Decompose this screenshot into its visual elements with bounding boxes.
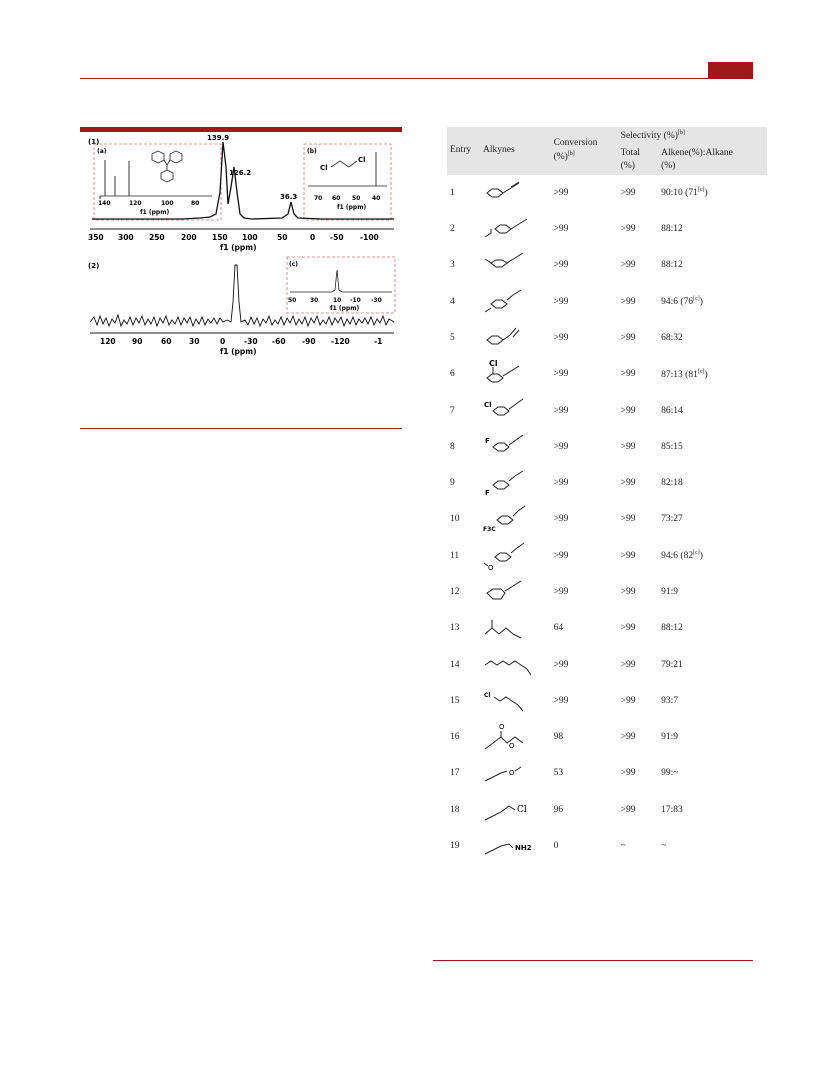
svg-text:Cl: Cl [484,691,491,699]
table-row: 6 Cl >99 >99 87:13 (81[c]) [447,356,767,392]
alkyne-structure [480,574,551,610]
header-total: Total (%) [618,145,658,175]
svg-text:300: 300 [118,233,134,242]
svg-text:-90: -90 [302,337,316,346]
table-row: 4 >99 >99 94:6 (76[c]) [447,283,767,319]
alkyne-table [447,127,767,864]
inset-c-tick: 30 [310,297,319,304]
alkyne-structure [480,828,551,864]
alkyne-structure [480,356,551,392]
svg-text:350: 350 [88,233,104,242]
alkyne-structure [480,538,551,574]
inset-c-tick: -30 [371,297,382,304]
table-row: 1 >99 >99 90:10 (71[c]) [447,175,767,211]
inset-b-tick: 60 [332,195,341,202]
inset-b-cl-right: Cl [358,156,366,164]
header-selectivity: Selectivity (%)[b] [618,127,767,145]
inset-a-axis-label: f1 (ppm) [140,209,170,216]
header-page-tab [708,62,753,78]
svg-text:-1: -1 [374,337,383,346]
spectrum-1-ticks [88,233,379,242]
table-row: 2 >99 >99 88:12 [447,211,767,247]
svg-text:O: O [509,769,515,778]
table-footer-rule [433,960,753,961]
svg-text:150: 150 [212,233,228,242]
inset-b-label: (b) [307,148,317,155]
svg-text:-120: -120 [331,337,350,346]
inset-c-tick: -10 [350,297,361,304]
figure-bottom-rule [80,428,402,429]
header-rule [80,78,753,79]
svg-text:Cl: Cl [517,804,527,815]
table-row: 12 >99 >99 91:9 [447,574,767,610]
alkyne-structure [480,719,551,755]
inset-a-tick: 140 [98,200,111,207]
inset-c-tick: 10 [333,297,342,304]
svg-text:NH2: NH2 [515,844,532,853]
panel1-label: (1) [88,138,100,146]
inset-c-axis-label: f1 (ppm) [330,305,360,312]
svg-text:F: F [485,436,490,445]
table-row: 3 >99 >99 88:12 [447,247,767,283]
table-row: 18 Cl 96 >99 17:83 [447,792,767,828]
svg-text:-60: -60 [272,337,286,346]
alkyne-structure [480,247,551,283]
inset-a-tick: 100 [161,200,174,207]
spectrum-1-axis-label: f1 (ppm) [220,243,257,252]
svg-text:-30: -30 [244,337,258,346]
table-row: 13 64 >99 88:12 [447,610,767,646]
inset-c-label: (c) [289,261,299,268]
inset-b-tick: 40 [372,195,381,202]
inset-a-tick: 120 [129,200,142,207]
header-conversion: Conversion (%)[b] [551,127,618,175]
svg-text:0: 0 [220,337,226,346]
alkyne-structure [480,501,551,537]
inset-c-tick: 50 [288,297,297,304]
header-alkynes: Alkynes [480,127,551,175]
alkyne-structure [480,175,551,211]
table-row: 10 F3C >99 >99 73:27 [447,501,767,537]
spectrum-2-ticks [100,337,382,346]
spectrum-2-axis-label: f1 (ppm) [220,347,257,356]
svg-text:Cl: Cl [489,359,498,369]
table-row: 11 O >99 >99 94:6 (82[c]) [447,538,767,574]
svg-text:F3C: F3C [483,526,496,534]
table-row: 7 Cl >99 >99 86:14 [447,392,767,428]
alkyne-structure [480,755,551,791]
inset-a-label: (a) [97,148,107,155]
table-row: 9 F >99 >99 82:18 [447,465,767,501]
svg-text:O: O [509,742,515,751]
header-entry: Entry [447,127,480,175]
alkyne-structure [480,792,551,828]
inset-a-tick: 80 [191,200,200,207]
panel2-label: (2) [88,262,100,270]
alkyne-structure [480,610,551,646]
inset-b-cl-left: Cl [320,164,328,172]
peak-label: 139.9 [207,134,230,142]
alkyne-structure [480,683,551,719]
peak-label: 36.3 [280,193,298,201]
svg-text:60: 60 [161,337,172,346]
svg-text:Cl: Cl [484,400,492,409]
table-row: 19 NH2 0 ~ ~ [447,828,767,864]
svg-text:O: O [499,723,505,732]
alkyne-structure [480,320,551,356]
table-row: 8 F >99 >99 85:15 [447,429,767,465]
svg-text:250: 250 [149,233,165,242]
svg-text:-50: -50 [330,233,344,242]
alkyne-structure [480,283,551,319]
inset-b-tick: 50 [352,195,361,202]
alkyne-structure [480,465,551,501]
table-row: 16 O O 98 >99 91:9 [447,719,767,755]
table-row: 15 Cl >99 >99 93:7 [447,683,767,719]
svg-text:0: 0 [310,233,316,242]
table-row: 14 >99 >99 79:21 [447,646,767,682]
alkyne-structure [480,211,551,247]
alkyne-structure [480,429,551,465]
svg-text:-100: -100 [360,233,379,242]
svg-text:200: 200 [181,233,197,242]
svg-text:120: 120 [100,337,116,346]
svg-text:30: 30 [189,337,200,346]
table-row: 5 >99 >99 68:32 [447,320,767,356]
svg-text:90: 90 [132,337,143,346]
svg-text:100: 100 [242,233,258,242]
svg-text:O: O [488,563,494,571]
table-row: 17 O 53 >99 99:~ [447,755,767,791]
spectrum-2-trace [90,265,394,326]
header-ratio: Alkene(%):Alkane (%) [658,145,767,175]
triphenylphosphine-structure [152,151,182,182]
alkyne-structure [480,646,551,682]
nmr-figure [82,132,402,377]
inset-b-tick: 70 [314,195,323,202]
alkyne-structure [480,392,551,428]
inset-b-axis-label: f1 (ppm) [337,204,367,211]
svg-text:50: 50 [277,233,288,242]
svg-text:F: F [485,489,490,498]
peak-label: 126.2 [229,169,252,177]
